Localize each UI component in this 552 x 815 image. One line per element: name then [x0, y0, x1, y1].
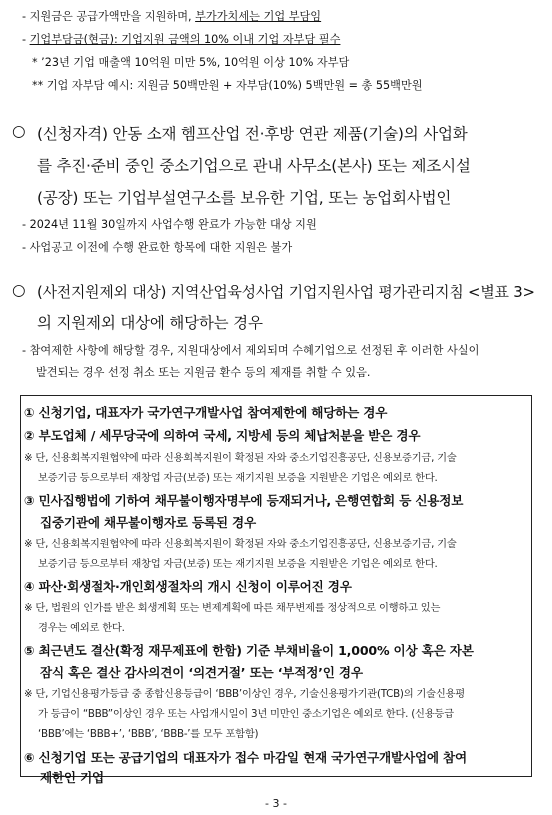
- underlined-text: 부가가치세는 기업 부담임: [195, 10, 322, 23]
- criterion-5-line-1: ⑤ 최근년도 결산(확정 재무제표에 한함) 기준 부채비율이 1,000% 이상 혹은 자본: [24, 643, 474, 658]
- criterion-3-line-2: 집중기관에 채무불이행자로 등록된 경우: [40, 515, 256, 530]
- eligibility-line-2: 를 추진·준비 중인 중소기업으로 관내 사무소(본사) 또는 제조시설: [37, 157, 471, 175]
- criterion-2-note-2: 보증기금 등으로부터 재창업 자금(보증) 또는 재기지원 보증을 지원받은 기업은 예외로 한다.: [38, 472, 438, 484]
- eligibility-bullet: ○: [12, 122, 26, 140]
- criterion-4-note-2: 경우는 예외로 한다.: [38, 622, 125, 634]
- exclusion-line-2: 의 지원제외 대상에 해당하는 경우: [37, 314, 263, 332]
- criterion-4: ④ 파산·회생절차·개인회생절차의 개시 신청이 이루어진 경우: [24, 579, 352, 594]
- criterion-3-note-2: 보증기금 등으로부터 재창업 자금(보증) 또는 재기지원 보증을 지원받은 기업은 예외로 한다.: [38, 558, 438, 570]
- criterion-5-note-2: 가 등급이 “BBB”이상인 경우 또는 사업개시일이 3년 미만인 중소기업은 예외로 한다. (신용등급: [38, 708, 454, 720]
- criterion-6-line-2: 제한인 기업: [40, 770, 105, 785]
- criterion-1: ① 신청기업, 대표자가 국가연구개발사업 참여제한에 해당하는 경우: [24, 405, 388, 420]
- eligibility-line-3: (공장) 또는 기업부설연구소를 보유한 기업, 또는 농업회사법인: [37, 189, 452, 207]
- criterion-2: ② 부도업체 / 세무당국에 의하여 국세, 지방세 등의 체납처분을 받은 경우: [24, 428, 421, 443]
- support-note-1: [22, 8, 321, 24]
- support-footnote-2: ** 기업 자부담 예시: 지원금 50백만원 + 자부담(10%) 5백만원 = 총 55백만원: [32, 79, 423, 92]
- exclusion-bullet: ○: [12, 281, 26, 299]
- support-note-2: [22, 31, 340, 47]
- exclusion-sub-1: - 참여제한 사항에 해당할 경우, 지원대상에서 제외되며 수혜기업으로 선정된 후 이러한 사실이: [22, 344, 480, 357]
- text: - 지원금은 공급가액만을 지원하며,: [22, 10, 196, 23]
- criterion-3-line-1: ③ 민사집행법에 기하여 채무불이행자명부에 등재되거나, 은행연합회 등 신용정보: [24, 493, 464, 508]
- exclusion-line-1: (사전지원제외 대상) 지역산업육성사업 기업지원사업 평가관리지침 <별표 3>: [37, 283, 535, 301]
- text: -: [22, 33, 30, 46]
- criterion-2-note-1: ※ 단, 신용회복지원협약에 따라 신용회복지원이 확정된 자와 중소기업진흥공단, 신용보증기금, 기술: [24, 452, 457, 464]
- eligibility-line-1: (신청자격) 안동 소재 헴프산업 전·후방 연관 제품(기술)의 사업화: [37, 125, 468, 143]
- criterion-5-line-2: 잠식 혹은 결산 감사의견이 ‘의견거절’ 또는 ‘부적정’인 경우: [40, 665, 363, 680]
- criterion-4-note-1: ※ 단, 법원의 인가를 받은 회생계획 또는 변제계획에 따른 채무변제를 정상적으로 이행하고 있는: [24, 602, 441, 614]
- criterion-3-note-1: ※ 단, 신용회복지원협약에 따라 신용회복지원이 확정된 자와 중소기업진흥공단, 신용보증기금, 기술: [24, 538, 457, 550]
- support-footnote-1: * ’23년 기업 매출액 10억원 미만 5%, 10억원 이상 10% 자부담: [32, 56, 350, 69]
- eligibility-sub-1: - 2024년 11월 30일까지 사업수행 완료가 가능한 대상 지원: [22, 218, 317, 231]
- eligibility-sub-2: - 사업공고 이전에 수행 완료한 항목에 대한 지원은 불가: [22, 241, 293, 254]
- underlined-text: 기업부담금(현금): 기업지원 금액의 10% 이내 기업 자부담 필수: [29, 33, 341, 46]
- page-number: - 3 -: [265, 797, 287, 810]
- criterion-6-line-1: ⑥ 신청기업 또는 공급기업의 대표자가 접수 마감일 현재 국가연구개발사업에 참여: [24, 750, 467, 765]
- criterion-5-note-3: ‘BBB’에는 ‘BBB+’, ‘BBB’, ‘BBB-’를 모두 포함함): [38, 728, 259, 740]
- criterion-5-note-1: ※ 단, 기업신용평가등급 중 종합신용등급이 ‘BBB’이상인 경우, 기술신용평가기관(TCB)의 기술신용평: [24, 688, 465, 700]
- exclusion-sub-2: 발견되는 경우 선정 취소 또는 지원금 환수 등의 제재를 취할 수 있음.: [36, 366, 371, 379]
